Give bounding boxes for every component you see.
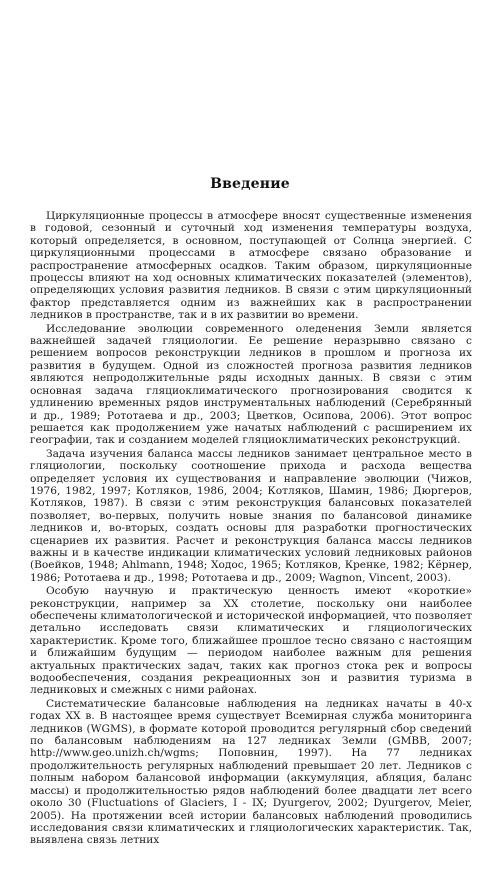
paragraph-3: Задача изучения баланса массы ледников занимает центральное место в гляциологии, поскольку соотношение прихода и расхода вещества определяет условия их существования и направление эволюции (Чижов, 1976, 1982, 1997; Котляков, 1986, 2004; Котляков, Шамин, 1986; Дюргеров, Котляков, 1987). В связи с этим реконструкция балансовых показателей позволяет, во-первых, получить новые знания по балансовой динамике ледников и, во-вторых, создать основы для разработки прогностических сценариев их развития. Расчет и реконструкция баланса массы ледников важны и в качестве индикации климатических условий ледниковых районов (Воейков, 1948; Ahlmann, 1948; Ходос, 1965; Котляков, Кренке, 1982; Кёрнер, 1986; Рототаева и др., 1998; Рототаева и др., 2009; Wagnon, Vincent, 2003). bbox=[30, 447, 472, 584]
body-text bbox=[30, 210, 472, 848]
paragraph-2: Исследование эволюции современного оледенения Земли является важнейшей задачей гляциологии. Ее решение неразрывно связано с решением вопросов реконструкции ледников в прошлом и прогноза их развития в будущем. Одной из сложностей прогноза развития ледников являются непродолжительные ряды исходных данных. В связи с этим основная задача гляциоклиматического прогнозирования сводится к удлинению временных рядов инструментальных наблюдений (Серебрянный и др., 1989; Рототаева и др., 2003; Цветков, Осипова, 2006). Этот вопрос решается как продолжением уже начатых наблюдений с расширением их географии, так и созданием моделей гляциоклиматических реконструкций. bbox=[30, 322, 472, 447]
section-heading: Введение bbox=[210, 176, 290, 192]
paragraph-1: Циркуляционные процессы в атмосфере вносят существенные изменения в годовой, сезонный и суточный ход изменения температуры воздуха, который определяется, в основном, поступающей от Солнца энергией. С циркуляционными процессами в атмосфере связано образование и распространение атмосферных осадков. Таким образом, циркуляционные процессы влияют на ход основных климатических показателей (элементов), определяющих условия развития ледников. В связи с этим циркуляционный фактор представляется одним из важнейших как в распространении ледников в пространстве, так и в их развитии во времени. bbox=[30, 210, 472, 322]
paragraph-5: Систематические балансовые наблюдения на ледниках начаты в 40-х годах XX в. В настоящее время существует Всемирная служба мониторинга ледников (WGMS), в формате которой проводится регулярный сбор сведений по балансовым наблюдениям на 127 ледниках Земли (GMBB, 2007; http://www.geo.unizh.ch/wgms; Поповнин, 1997). На 77 ледниках продолжительность регулярных наблюдений превышает 20 лет. Ледников с полным набором балансовой информации (аккумуляция, абляция, баланс массы) и продолжительностью рядов наблюдений более двадцати лет всего около 30 (Fluctuations of Glaciers, I - IX; Dyurgerov, 2002; Dyurgerov, Meier, 2005). На протяжении всей истории балансовых наблюдений проводились исследования связи климатических и гляциологических характеристик. Так, выявлена связь летних bbox=[30, 697, 472, 847]
paragraph-4: Особую научную и практическую ценность имеют «короткие» реконструкции, например за XX столетие, поскольку они наиболее обеспечены климатологической и исторической информацией, что позволяет детально исследовать связи климатических и гляциологических характеристик. Кроме того, ближайшее прошлое тесно связано с настоящим и ближайшим будущим — периодом наиболее важным для решения актуальных практических задач, таких как прогноз стока рек и вопросы водообеспечения, создания рекреационных зон и развития туризма в ледниковых и смежных с ними районах. bbox=[30, 585, 472, 697]
